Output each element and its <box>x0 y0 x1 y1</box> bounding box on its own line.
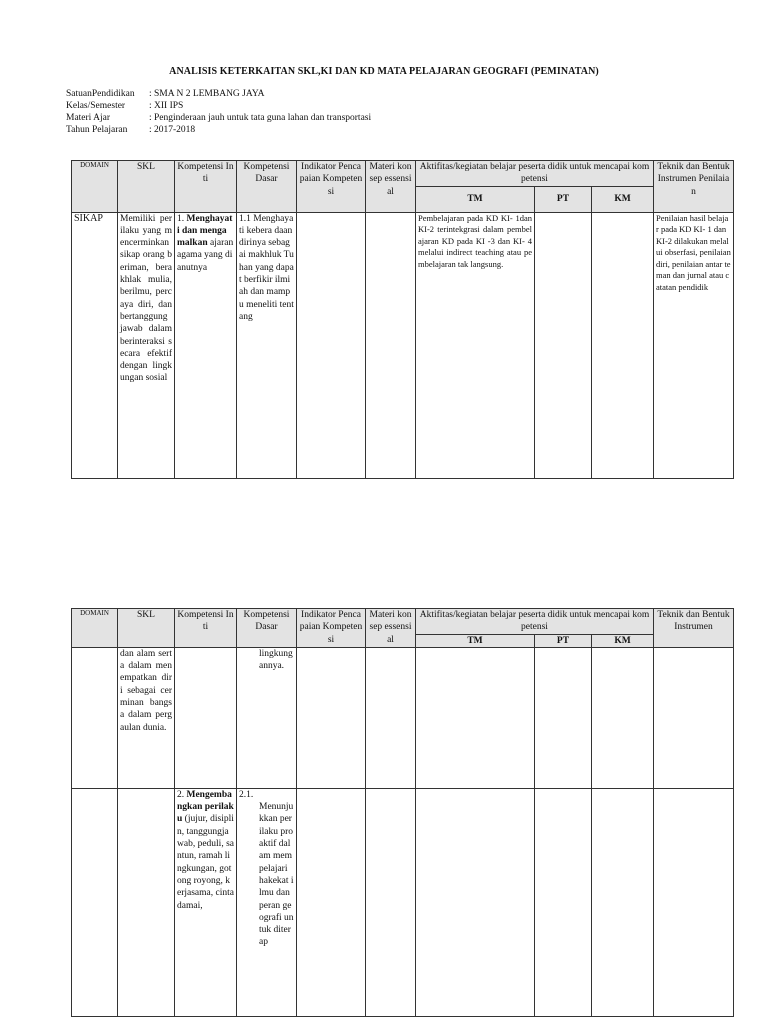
header-teknik: Teknik dan Bentuk Instrumen Penilaian <box>654 161 734 213</box>
table-row <box>72 647 734 788</box>
info-value: : 2017-2018 <box>149 125 196 135</box>
ki-bold-text: Menghayati dan mengamalkan <box>177 213 233 249</box>
ki-cell <box>175 212 237 478</box>
header-kd: Kompetensi Dasar <box>237 161 297 213</box>
tm-cell: Pembelajaran pada KD KI- 1dan KI-2 terintekgrasi dalam pembelajaran KD pada KI -3 dan KI- 4 melalui indirect teaching atau pembelajaran tak langsung. <box>416 212 535 478</box>
header-domain: DOMAIN <box>72 609 118 648</box>
skl-cell <box>118 788 175 1016</box>
header-indikator: Indikator Pencapaian Kompetensi <box>297 161 366 213</box>
skl-cell: dan alam serta dalam menempatkan diri sebagai cerminan bangsa dalam pergaulan dunia. <box>118 647 175 788</box>
materi-cell <box>366 647 416 788</box>
header-aktifitas: Aktifitas/kegiatan belajar peserta didik untuk mencapai kompetensi <box>416 161 654 187</box>
header-skl: SKL <box>118 161 175 213</box>
domain-cell: SIKAP <box>72 212 118 478</box>
indikator-cell <box>297 647 366 788</box>
header-materi: Materi konsep essensial <box>366 609 416 648</box>
header-materi: Materi konsep essensial <box>366 161 416 213</box>
materi-cell <box>366 212 416 478</box>
header-aktifitas: Aktifitas/kegiatan belajar peserta didik untuk mencapai kompetensi <box>416 609 654 635</box>
info-label: Kelas/Semester <box>66 101 126 111</box>
info-value: : XII IPS <box>149 101 184 111</box>
table-row <box>72 212 734 478</box>
competency-table-page1 <box>71 160 734 479</box>
ki-text: (jujur, disiplin, tanggungjawab, peduli, santun, ramah lingkungan, gotong royong, kerjasama, cinta damai, <box>177 814 234 911</box>
header-kd: Kompetensi Dasar <box>237 609 297 648</box>
header-ki: Kompetensi Inti <box>175 161 237 213</box>
document-title: ANALISIS KETERKAITAN SKL,KI DAN KD MATA PELAJARAN GEOGRAFI (PEMINATAN) <box>169 66 599 77</box>
info-label: Materi Ajar <box>66 113 111 123</box>
ki-cell <box>175 647 237 788</box>
pt-cell <box>535 212 592 478</box>
kd-text: Menunjukkan perilaku proaktif dalam mempelajari hakekat ilmu dan peran geografi untuk diterap <box>259 802 294 948</box>
indikator-cell <box>297 788 366 1016</box>
skl-cell: Memiliki perilaku yang mencerminkan sikap orang beriman, berakhlak mulia, berilmu, percaya diri, dan bertanggung jawab dalam berinteraksi secara efektif dengan lingkungan sosial <box>118 212 175 478</box>
ki-cell <box>175 788 237 1016</box>
pt-cell <box>535 647 592 788</box>
header-teknik: Teknik dan Bentuk Instrumen <box>654 609 734 648</box>
indikator-cell <box>297 212 366 478</box>
info-label: Tahun Pelajaran <box>66 125 128 135</box>
teknik-cell <box>654 788 734 1016</box>
km-cell <box>592 647 654 788</box>
header-tm: TM <box>416 186 535 212</box>
header-domain: DOMAIN <box>72 161 118 213</box>
kd-cell <box>237 212 297 478</box>
teknik-cell: Penilaian hasil belajar pada KD KI- 1 dan KI-2 dilakukan melalui obserfasi, penilaian diri, penilaian antar teman dan jurnal atau catatan pendidik <box>654 212 734 478</box>
table-row <box>72 788 734 1016</box>
tm-cell <box>416 647 535 788</box>
teknik-cell <box>654 647 734 788</box>
domain-cell <box>72 647 118 788</box>
kd-cell <box>237 788 297 1016</box>
header-ki: Kompetensi Inti <box>175 609 237 648</box>
pt-cell <box>535 788 592 1016</box>
km-cell <box>592 212 654 478</box>
header-tm: TM <box>416 634 535 647</box>
kd-cell: lingkungannya. <box>237 647 297 788</box>
header-indikator: Indikator Pencapaian Kompetensi <box>297 609 366 648</box>
info-value: : Penginderaan jauh untuk tata guna lahan dan transportasi <box>149 113 372 123</box>
competency-table-page2 <box>71 608 734 1017</box>
km-cell <box>592 788 654 1016</box>
ki-number: 2. <box>177 789 185 800</box>
kd-number: 1.1 <box>239 213 251 224</box>
info-value: : SMA N 2 LEMBANG JAYA <box>149 89 265 99</box>
header-km: KM <box>592 186 654 212</box>
header-pt: PT <box>535 634 592 647</box>
kd-text: Menghayati kebera daan dirinya sebagai makhluk Tuhan yang dapat berfikir ilmiah dan mampu meneliti tentang <box>239 213 294 322</box>
ki-bold-text: Mengembangkan perilaku <box>177 789 234 825</box>
header-skl: SKL <box>118 609 175 648</box>
ki-number: 1. <box>177 213 185 224</box>
info-label: SatuanPendidikan <box>66 89 135 99</box>
kd-number: 2.1. <box>239 789 254 800</box>
header-km: KM <box>592 634 654 647</box>
header-pt: PT <box>535 186 592 212</box>
ki-text: ajaran agama yang dianutnya <box>177 238 234 273</box>
domain-cell <box>72 788 118 1016</box>
tm-cell <box>416 788 535 1016</box>
materi-cell <box>366 788 416 1016</box>
